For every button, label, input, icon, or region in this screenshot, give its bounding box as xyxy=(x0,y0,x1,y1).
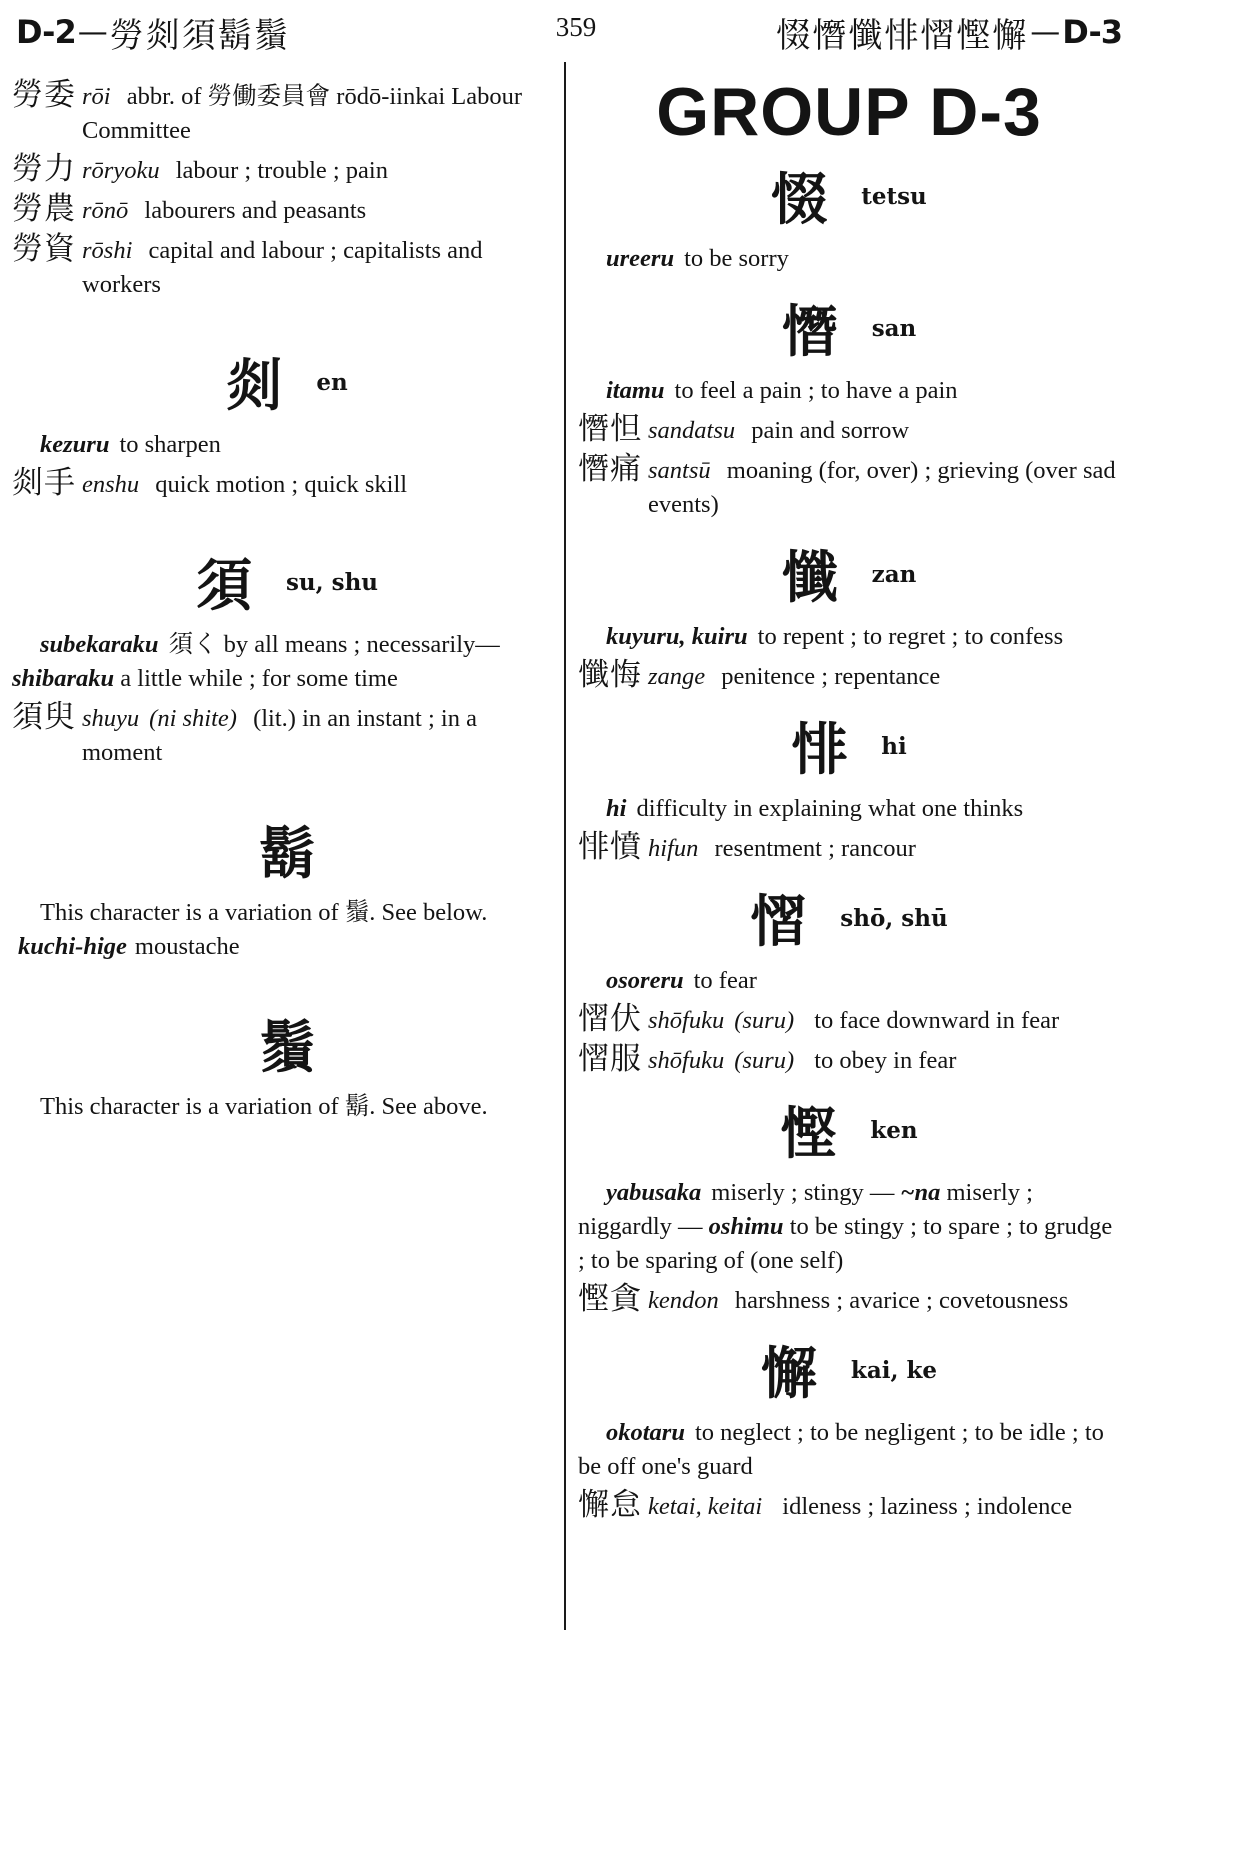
headword-char: 鬍 xyxy=(259,822,315,887)
kun-meaning: miserly ; stingy — xyxy=(711,1179,895,1206)
kun-definition xyxy=(578,620,1120,654)
header-dash: — xyxy=(77,14,108,50)
kun-definition xyxy=(578,1176,1120,1278)
on-reading: ken xyxy=(870,1116,918,1144)
kun-meaning: to be sorry xyxy=(684,245,789,272)
headword-kai xyxy=(578,1324,1120,1416)
compound-kanji: 勞資 xyxy=(12,231,76,267)
compound-entry xyxy=(578,1041,1120,1078)
kun-definition xyxy=(578,792,1120,826)
right-header-chars: 惙憯懺悱慴慳懈 xyxy=(776,15,1029,56)
compound-reading: rōnō xyxy=(82,197,129,224)
compound-definition: penitence ; repentance xyxy=(721,663,941,690)
headword-sho xyxy=(578,872,1120,964)
compound-reading: kendon xyxy=(648,1287,719,1314)
kun-meaning: to feel a pain ; to have a pain xyxy=(674,377,958,404)
header-dash: — xyxy=(1030,14,1061,50)
compound-definition: to face downward in fear xyxy=(814,1007,1060,1034)
compound-definition: idleness ; laziness ; indolence xyxy=(782,1493,1073,1520)
compound-kanji: 慳貪 xyxy=(578,1281,642,1317)
compound-entry xyxy=(578,1281,1120,1318)
compound-reading: enshu xyxy=(82,471,140,498)
on-reading: san xyxy=(871,314,917,342)
headword-ken xyxy=(578,1084,1120,1176)
variation-text: This character is a variation of 鬚. See below. xyxy=(40,899,488,926)
kun-meaning-2: a little while ; for some time xyxy=(120,665,398,692)
kun-meaning-2: miserly ; niggardly — xyxy=(578,1179,1033,1240)
right-group-code: D-3 xyxy=(1062,13,1122,51)
kun-reading: kuyuru, kuiru xyxy=(606,623,748,650)
headword-char: 剡 xyxy=(226,354,283,419)
compound-entry xyxy=(12,465,562,502)
variation-note xyxy=(12,896,562,964)
compound-kanji: 懺悔 xyxy=(578,657,642,693)
compound-reading: zange xyxy=(648,663,706,690)
compound-reading-suffix: (ni shite) xyxy=(149,705,237,732)
header-left xyxy=(16,8,290,56)
compound-entry xyxy=(12,151,562,188)
compound-definition: to obey in fear xyxy=(814,1047,957,1074)
compound-reading: shuyu xyxy=(82,705,140,732)
on-reading: kai, ke xyxy=(850,1356,938,1384)
compound-entry xyxy=(578,411,1120,448)
headword-tetsu xyxy=(578,150,1120,242)
on-reading: en xyxy=(316,368,348,396)
compound-kanji: 慴服 xyxy=(578,1041,642,1077)
compound-definition: pain and sorrow xyxy=(751,417,910,444)
headword-char: 鬚 xyxy=(259,1016,315,1081)
kun-reading: hi xyxy=(606,795,627,822)
header-right xyxy=(776,8,1122,56)
compound-reading-suffix: (suru) xyxy=(734,1007,795,1034)
compound-kanji: 勞力 xyxy=(12,151,76,187)
compound-entry xyxy=(578,451,1120,522)
compound-entry xyxy=(12,77,562,148)
compound-reading: shōfuku xyxy=(648,1007,725,1034)
headword-su xyxy=(12,536,562,628)
on-reading: hi xyxy=(881,732,907,760)
headword-char: 懈 xyxy=(760,1342,817,1407)
headword-char: 懺 xyxy=(781,546,838,611)
headword-char: 憯 xyxy=(781,300,838,365)
kun-reading: yabusaka xyxy=(606,1179,702,1206)
compound-kanji: 悱憤 xyxy=(578,829,642,865)
headword-hi xyxy=(578,700,1120,792)
compound-entry xyxy=(12,231,562,302)
compound-entry xyxy=(578,1001,1120,1038)
kun-reading-2: shibaraku xyxy=(12,665,115,692)
headword-char: 惙 xyxy=(771,168,828,233)
kun-meaning: to sharpen xyxy=(119,431,221,458)
compound-definition: (lit.) in an instant ; in a moment xyxy=(82,705,477,766)
compound-definition: capital and labour ; capitalists and workers xyxy=(82,237,483,298)
kun-reading: okotaru xyxy=(606,1419,685,1446)
headword-en xyxy=(12,336,562,428)
compound-kanji: 懈怠 xyxy=(578,1487,642,1523)
compound-kanji: 憯痛 xyxy=(578,451,642,487)
kun-reading: ureeru xyxy=(606,245,675,272)
on-reading: su, shu xyxy=(285,568,379,596)
compound-definition: abbr. of 勞働委員會 rōdō-iinkai Labour Committee xyxy=(82,83,523,144)
compound-kanji: 剡手 xyxy=(12,465,76,501)
compound-reading-suffix: (suru) xyxy=(734,1047,795,1074)
headword-char: 慴 xyxy=(750,890,807,955)
kun-reading: kezuru xyxy=(40,431,110,458)
right-column xyxy=(578,74,1120,1875)
variation-text: This character is a variation of 鬍. See above. xyxy=(40,1093,488,1120)
kun-definition xyxy=(578,242,1120,276)
compound-reading: rōi xyxy=(82,83,111,110)
left-header-chars: 勞剡須鬍鬚 xyxy=(109,15,290,56)
kun-meaning: moustache xyxy=(134,933,240,960)
compound-definition: quick motion ; quick skill xyxy=(155,471,408,498)
kun-meaning: to repent ; to regret ; to confess xyxy=(757,623,1064,650)
kun-meaning-3: to be stingy ; to spare ; to grudge ; to be sparing of (one self) xyxy=(578,1213,1113,1274)
compound-entry xyxy=(578,1487,1120,1524)
compound-reading-2: keitai xyxy=(707,1493,763,1520)
compound-reading: hifun xyxy=(648,835,699,862)
on-reading: shō, shū xyxy=(840,904,948,932)
compound-reading: rōshi xyxy=(82,237,133,264)
left-column xyxy=(12,77,562,1875)
kun-meaning: difficulty in explaining what one thinks xyxy=(636,795,1024,822)
kun-definition xyxy=(578,374,1120,408)
kun-meaning: to neglect ; to be negligent ; to be idle ; to be off one's guard xyxy=(578,1419,1104,1480)
compound-entry xyxy=(578,829,1120,866)
kun-reading-2: oshimu xyxy=(708,1213,784,1240)
compound-entry xyxy=(12,191,562,228)
compound-definition: moaning (for, over) ; grieving (over sad events) xyxy=(648,457,1116,518)
compound-definition: resentment ; rancour xyxy=(714,835,916,862)
compound-definition: labour ; trouble ; pain xyxy=(175,157,388,184)
compound-kanji: 勞委 xyxy=(12,77,76,113)
compound-reading: sandatsu xyxy=(648,417,736,444)
group-title: GROUP D-3 xyxy=(656,74,1042,150)
left-group-code: D-2 xyxy=(16,13,76,51)
headword-char: 須 xyxy=(195,554,252,619)
kun-definition xyxy=(12,428,562,462)
compound-reading: shōfuku xyxy=(648,1047,725,1074)
kun-reading: osoreru xyxy=(606,967,684,994)
compound-kanji: 勞農 xyxy=(12,191,76,227)
compound-definition: harshness ; avarice ; covetousness xyxy=(734,1287,1069,1314)
kun-reading: kuchi-hige xyxy=(18,933,127,960)
kun-definition xyxy=(578,964,1120,998)
on-reading: tetsu xyxy=(861,182,927,210)
compound-kanji: 須臾 xyxy=(12,699,76,735)
page-number: 359 xyxy=(555,12,597,42)
headword-hige-variant xyxy=(12,998,562,1090)
compound-definition: labourers and peasants xyxy=(144,197,367,224)
compound-reading: ketai, xyxy=(648,1493,702,1520)
kun-reading: subekaraku xyxy=(40,631,159,658)
headword-zan xyxy=(578,528,1120,620)
compound-entry xyxy=(578,657,1120,694)
headword-san xyxy=(578,282,1120,374)
compound-reading: rōryoku xyxy=(82,157,160,184)
compound-entry xyxy=(12,699,562,770)
compound-kanji: 憯怛 xyxy=(578,411,642,447)
kun-definition xyxy=(12,628,562,696)
headword-char: 悱 xyxy=(791,718,848,783)
column-divider xyxy=(564,62,566,1630)
compound-reading: santsū xyxy=(648,457,711,484)
kun-reading: itamu xyxy=(606,377,665,404)
kun-suffix-na: ~na xyxy=(900,1179,941,1206)
headword-char: 慳 xyxy=(780,1102,837,1167)
compound-kanji: 慴伏 xyxy=(578,1001,642,1037)
on-reading: zan xyxy=(871,560,917,588)
kun-meaning: 須く by all means ; necessarily— xyxy=(168,631,500,658)
kun-definition xyxy=(578,1416,1120,1484)
kun-meaning: to fear xyxy=(693,967,757,994)
variation-note xyxy=(12,1090,562,1124)
headword-hige xyxy=(12,804,562,896)
